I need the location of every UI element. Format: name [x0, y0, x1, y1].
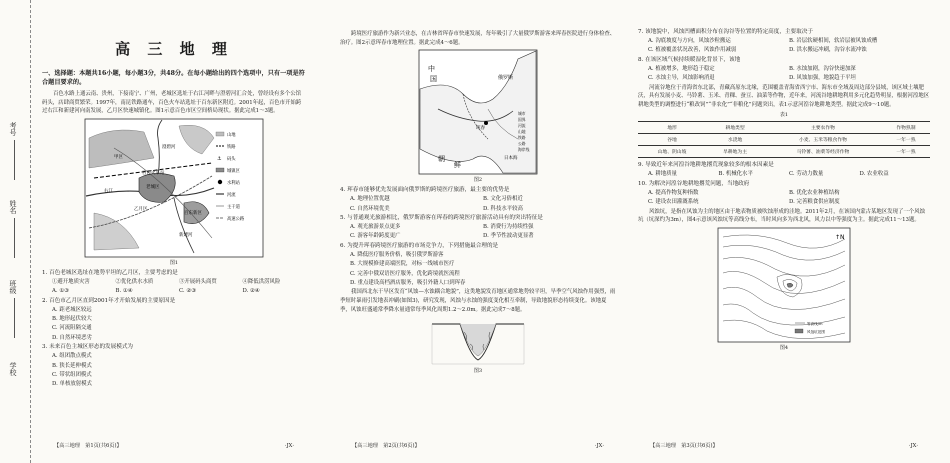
question-8-stem: 8. 在该区域气候持续暖湿化背景下，该地 [638, 56, 741, 63]
binding-line [14, 298, 15, 338]
table-header: 耕地类型 [706, 122, 764, 134]
fig1-label: 老城区 [146, 184, 160, 190]
binding-label-school: 学校 [9, 362, 17, 376]
question-10-stem: 10. 为解决河湟谷地耕地撂荒问题，当地政府 [638, 180, 750, 187]
question-2-stem: 2. 百色市乙月区直到2001年才开始发展的主要原因是 [42, 297, 176, 304]
question-8-options [638, 65, 930, 84]
question-5-options [340, 223, 616, 242]
legend-item: 山地 [227, 132, 236, 138]
question-9-stem: 9. 导致近年来河湟谷地耕地撂荒现象较多的根本因素是 [638, 162, 774, 169]
option[interactable]: D. 洪水搬运冲刷，沟谷水流冲蚀 [789, 47, 867, 54]
passage-4: 河流谷地位于青海省东北部，青藏高原东北缘，范围覆盖青海省西宁市、海东市全域及周边部分县域，该区域土壤肥沃，具有发展小麦、马铃薯、玉米、青稞、蚕豆、油菜等作物，近年来，河流谷地耕地利用多元化趋势明显，根据河湟地区耕地类型的调整进行“粮改饲”“非农化”“非粮化”问题突出，表1示意河湟谷地耕地类型。据此完成9～10题。 [638, 84, 930, 108]
legend-item: 城市 [518, 111, 526, 117]
fig1-label: 乙月区 [134, 206, 148, 212]
table-1-caption: 表1 [779, 112, 789, 119]
figure-3-diagram [430, 316, 526, 366]
option[interactable]: C. 建设农田灌溉系统 [648, 199, 699, 206]
option[interactable]: D. 农业收益 [859, 171, 889, 178]
table-header: 主要农作物 [764, 122, 882, 134]
fig1-label: 右江 [104, 188, 113, 194]
option[interactable]: A. 提高作物复种指数 [648, 189, 699, 196]
fig1-label: 澄碧河 [162, 144, 176, 150]
passage-1: 百色水路上通云南、贵州，下接南宁、广州，老城区选址于右江河畔与澄碧河汇合处，曾经设有多个公馆码头，店肆商贸繁荣。1997年，南昆铁路通车，百色火车站选址于百东新区附近。2001年起，百色市开始跨过右江和新建河向南发展，乙月区快速城镇化。图1示意百色市区空间格局现状。据此完成1～3题。 [42, 91, 302, 115]
binding-line [14, 140, 15, 180]
fig2-label: 鲜 [454, 161, 461, 170]
option[interactable]: C. 劳动力数量 [789, 171, 824, 178]
fig1-label: 新建河 [179, 232, 193, 238]
question-3-stem: 3. 未来百色主城区形态的发展模式为 [42, 344, 134, 351]
option[interactable]: B. ①④ [115, 288, 133, 295]
legend-item: 高速公路 [227, 216, 245, 222]
option[interactable]: B. 水蚀加剧，沟谷快速加深 [789, 65, 856, 72]
footer-code: ·JX· [908, 442, 918, 449]
page-footer [38, 442, 310, 449]
question-5-stem: 5. 与普通观光旅游相比，俄罗斯游客在珲春的跨境医疗旅游活动具有的突出特征是 [340, 215, 543, 221]
statement: ①避开地质灾害 [52, 278, 90, 285]
option[interactable]: C. ②③ [179, 288, 197, 295]
binding-label-exam-no: 考号 [9, 122, 17, 136]
footer-code: ·JX· [284, 442, 294, 449]
option[interactable]: C. 完善中俄双语医疗服务，优化跨境就医流程 [350, 270, 460, 277]
legend-item: 水利站 [227, 180, 240, 186]
footer-page-info: 【高三地理 第3页(共6页)】 [650, 443, 718, 449]
option[interactable]: A. 地理位置优越 [350, 196, 390, 203]
option[interactable]: C. 水蚀主导，风蚀影响消退 [648, 75, 715, 82]
table-row [638, 146, 930, 158]
fig2-label: 朝 [438, 155, 445, 164]
north-arrow-icon: ↑N [835, 233, 845, 241]
footer-page-info: 【高三地理 第2页(共6页)】 [352, 443, 420, 449]
option[interactable]: D. 自然环境恶劣 [52, 334, 92, 341]
option[interactable]: B. 消费行为持续性强 [483, 224, 534, 230]
figure-2-map [418, 49, 538, 175]
legend-item: 城镇区 [227, 168, 240, 174]
option[interactable]: B. 优化农业种植结构 [789, 189, 840, 196]
option[interactable]: A. 观光旅游景点更多 [350, 224, 401, 230]
table-cell: 山地、阴山坡 [638, 146, 706, 158]
option[interactable]: B. 机械化水平 [718, 171, 753, 178]
option[interactable]: D. 单核放射模式 [52, 381, 92, 388]
option[interactable]: A. 植被增多，地形趋于稳定 [648, 65, 715, 72]
option[interactable]: D. 季节性波动更显著 [483, 233, 534, 240]
option[interactable]: D. 重点建设高档酒店服务，吸引外籍人口到珲春 [350, 280, 466, 287]
legend-item: 码头 [227, 156, 236, 162]
option[interactable]: A. 距老城区较远 [52, 306, 92, 313]
question-4-options [340, 195, 616, 214]
legend-item: 公路 [518, 141, 526, 147]
figure-4-contour-map [717, 227, 851, 343]
option[interactable]: C. 植被覆盖状况改善，风蚀作用减弱 [648, 47, 737, 54]
fig1-label: 百东新区 [184, 210, 202, 216]
option[interactable]: A. ①③ [52, 288, 69, 295]
page-footer [634, 442, 934, 449]
passage-5: 风蚀坑，是指在风蚀为主的地区由于地表物质被吹蚀形成的洼地。2011年2月，在该国内蒙古某地区发现了一个风蚀坑（坑深约为3m），图4示意该风蚀坑等高线分布，当时风向多为西北风，风力以中等强度为主。据此完成11～13题。 [638, 208, 925, 224]
fig2-label: 国 [430, 75, 437, 84]
table-cell: 谷地 [638, 134, 706, 146]
legend-item: 风蚀坑范围 [807, 329, 825, 334]
fig2-label: 日本海 [504, 156, 518, 162]
passage-2: 跨境医疗旅游作为新兴业态，在吉林省珲春市快速发展，每年吸引了大量俄罗斯游客来珲春医院进行身体检查、治疗。图2示意珲春市地理位置。据此完成4～6题。 [340, 31, 616, 46]
option[interactable]: B. 文化习俗相近 [483, 196, 523, 203]
option[interactable]: D. 科技水平较高 [483, 205, 523, 212]
binding-label-class: 班级 [9, 280, 17, 294]
table-cell: 一年一熟 [882, 134, 930, 146]
table-header: 地形 [638, 122, 706, 134]
figure-4-caption: 图4 [779, 344, 789, 351]
table-cell: 旱耕地为主 [706, 146, 764, 158]
question-1-statements [42, 278, 306, 287]
option[interactable]: D. 完善粮食供应制度 [789, 199, 840, 206]
page-footer [336, 442, 620, 449]
question-7-options [638, 37, 930, 56]
option[interactable]: C. 自然环境优美 [350, 205, 390, 212]
statement: ②优化供水水质 [115, 278, 154, 285]
question-6-stem: 6. 为提升珲春跨境医疗旅游的市场竞争力，下列措施最合理的是 [340, 242, 499, 249]
option[interactable]: A. 降低医疗服务价格，吸引俄罗斯游客 [350, 251, 444, 258]
figure-2-caption: 图2 [473, 177, 483, 184]
legend-item: 国界 [518, 117, 526, 123]
table-cell: 马铃薯、油菜等经济作物 [764, 146, 882, 158]
table-header: 作物熟制 [882, 122, 930, 134]
figure-1-map [84, 118, 264, 258]
table-1 [638, 121, 930, 158]
statement: ④降低洪涝风险 [242, 278, 281, 285]
option[interactable]: C. 游客年龄跨度更广 [350, 233, 401, 240]
legend-item: 铁路 [518, 135, 526, 141]
figure-1-caption: 图1 [169, 259, 179, 266]
binding-margin [0, 0, 31, 463]
binding-label-name: 姓名 [9, 200, 17, 214]
option[interactable]: A. 组团散点模式 [52, 353, 92, 360]
question-1-stem: 1. 百色老城区选址在地势平坦的乙月区，主要考虑的是 [42, 269, 178, 276]
page-title: 高 三 地 理 [115, 40, 233, 58]
table-row [638, 134, 930, 146]
table-cell: 水浇地 [706, 134, 764, 146]
fig2-label: 俄罗斯 [498, 75, 514, 82]
fig2-label: 珲春 [476, 126, 485, 132]
option[interactable]: B. 地形起伏较大 [52, 316, 92, 322]
legend-item: 河流 [227, 192, 236, 198]
fig2-label: 中 [428, 65, 435, 74]
legend-item: 主干道 [227, 204, 240, 210]
legend-item: 海岸线 [518, 147, 530, 153]
option[interactable]: B. 岩层软硬相间，软岩层被风蚀成槽 [789, 38, 878, 44]
table-header-row [638, 122, 930, 134]
legend-item: 铁路 [227, 144, 236, 150]
question-10-options [638, 189, 930, 208]
anchor-icon: ⚓ [217, 155, 222, 162]
option[interactable]: B. 狭长延伸模式 [52, 362, 92, 369]
binding-line [14, 218, 15, 258]
figure-3-caption: 图3 [473, 368, 483, 375]
legend-item: 等高线/m [807, 321, 823, 326]
question-9-options [638, 170, 930, 179]
option[interactable]: D. ②④ [242, 288, 260, 295]
option[interactable]: B. 大规模修建高端医院，对标一线城市医疗 [350, 261, 455, 268]
question-7-stem: 7. 该地貌中，风蚀凹槽面积分布在沟谷等位置的特定高度，主要取决于 [638, 29, 813, 35]
option[interactable]: C. 河流阻隔交通 [52, 325, 92, 332]
legend-item: 河流 [518, 123, 526, 129]
footer-code: ·JX· [594, 442, 604, 449]
page-1 [38, 0, 310, 463]
footer-page-info: 【高三地理 第1页(共6页)】 [54, 443, 122, 449]
question-1-options [42, 287, 306, 296]
option[interactable]: A. 耕地质量 [648, 171, 677, 178]
page-2 [336, 0, 620, 463]
legend-item: 山地 [518, 129, 526, 135]
question-4-stem: 4. 珲春市能够优先发展面向俄罗斯的跨境医疗旅游，最主要的优势是 [340, 187, 510, 194]
fig1-label: 百色火车站 [142, 170, 165, 176]
option[interactable]: A. 沟底坡度与方向，风蚀沙粒搬运 [648, 38, 731, 44]
table-cell: 一年一熟 [882, 146, 930, 158]
option[interactable]: C. 带状组团模式 [52, 372, 92, 379]
statement: ③开展码头商贸 [179, 278, 217, 285]
table-cell: 小麦、玉米等粮食作物 [764, 134, 882, 146]
fig1-label: 甲区 [114, 154, 123, 160]
section-heading: 一、选择题：本题共16小题，每小题3分，共48分。在每小题给出的四个选项中，只有一项是符合题目要求的。 [42, 70, 305, 86]
option[interactable]: D. 风蚀加强，地貌趋于平坦 [789, 75, 856, 82]
passage-3: 我国西北东干旱区发育“风蚀—水蚀耦合地貌”，这类地貌发育地区通常地势较平坦，旱季空气风蚀作用强烈，雨季短时暴雨引发地表冲刷(如图3)，研究发现，风蚀与水蚀的强度变化相互牵制，导致地貌形态持续变化。该地夏季，风蚀旺盛通常季降水量通常每季风化周期1.2～2.0m。据此完成7～8题。 [340, 289, 616, 313]
page-3 [634, 0, 934, 463]
